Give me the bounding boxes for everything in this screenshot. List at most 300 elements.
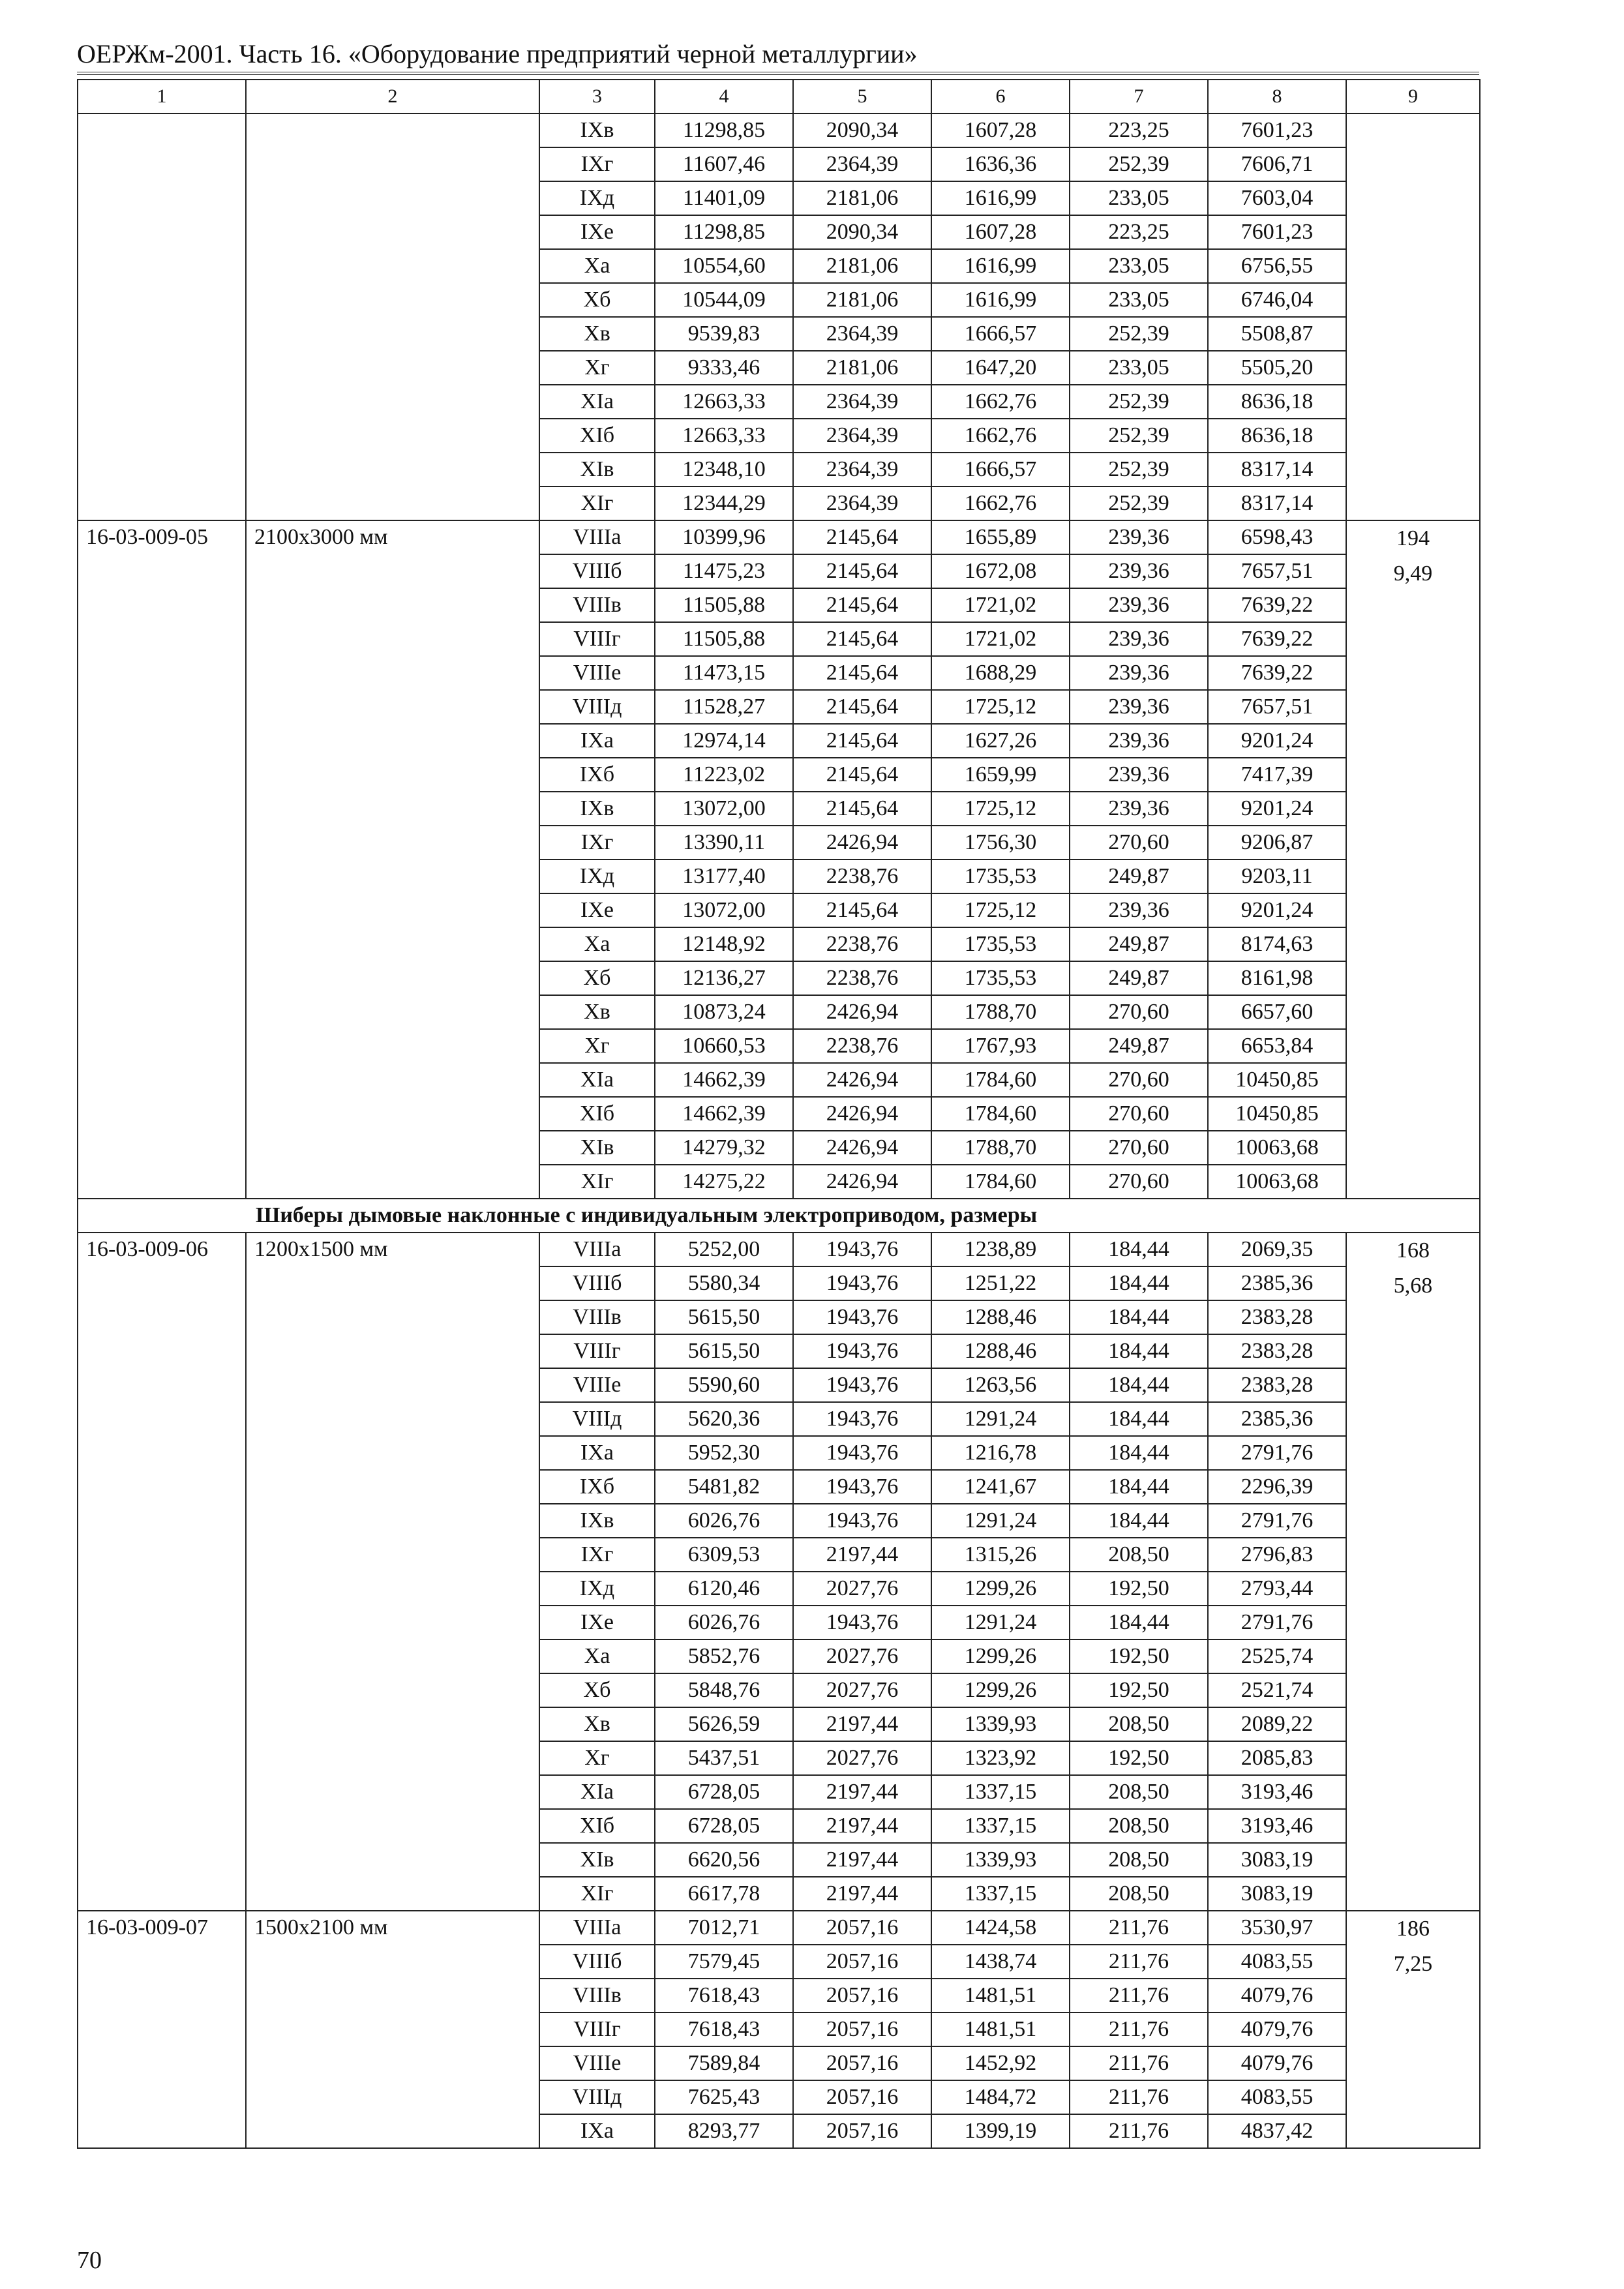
value-cell: 10450,85 <box>1208 1097 1346 1131</box>
region-cell: Xб <box>539 961 655 995</box>
value-cell: 252,39 <box>1070 317 1208 351</box>
value-cell: 7639,22 <box>1208 622 1346 656</box>
price-table <box>77 79 1481 2149</box>
value-cell: 2181,06 <box>793 351 931 385</box>
value-cell: 1337,15 <box>931 1877 1070 1911</box>
value-cell: 1666,57 <box>931 453 1070 486</box>
value-cell: 6309,53 <box>655 1538 793 1572</box>
region-cell: XIa <box>539 1063 655 1097</box>
value-cell: 13072,00 <box>655 893 793 927</box>
value-cell: 270,60 <box>1070 826 1208 860</box>
value-cell: 8161,98 <box>1208 961 1346 995</box>
region-cell: IXд <box>539 181 655 215</box>
region-cell: Xв <box>539 1707 655 1741</box>
value-cell: 2197,44 <box>793 1707 931 1741</box>
value-cell: 2521,74 <box>1208 1673 1346 1707</box>
value-cell: 1735,53 <box>931 927 1070 961</box>
column-header: 7 <box>1070 80 1208 113</box>
value-cell: 1616,99 <box>931 181 1070 215</box>
value-cell: 2296,39 <box>1208 1470 1346 1504</box>
region-cell: VIIIд <box>539 2080 655 2114</box>
value-cell: 14662,39 <box>655 1063 793 1097</box>
value-cell: 208,50 <box>1070 1877 1208 1911</box>
value-cell: 7639,22 <box>1208 656 1346 690</box>
value-cell: 208,50 <box>1070 1775 1208 1809</box>
value-cell: 6598,43 <box>1208 520 1346 554</box>
value-cell: 1438,74 <box>931 1945 1070 1979</box>
table-body <box>78 113 1480 2148</box>
table-row <box>78 1911 1480 1945</box>
value-cell: 2027,76 <box>793 1741 931 1775</box>
value-cell: 12344,29 <box>655 486 793 520</box>
value-cell: 12663,33 <box>655 419 793 453</box>
value-cell: 184,44 <box>1070 1504 1208 1538</box>
value-cell: 1481,51 <box>931 2012 1070 2046</box>
value-cell: 7606,71 <box>1208 147 1346 181</box>
value-cell: 6756,55 <box>1208 249 1346 283</box>
region-cell: VIIIг <box>539 2012 655 2046</box>
value-cell: 7639,22 <box>1208 588 1346 622</box>
value-cell: 1721,02 <box>931 588 1070 622</box>
region-cell: IXв <box>539 1504 655 1538</box>
mass-value: 7,25 <box>1393 1952 1433 1976</box>
value-cell: 4079,76 <box>1208 1979 1346 2012</box>
region-cell: XIa <box>539 385 655 419</box>
value-cell: 6728,05 <box>655 1775 793 1809</box>
region-cell: VIIIд <box>539 690 655 724</box>
value-cell: 9201,24 <box>1208 893 1346 927</box>
column-header: 9 <box>1346 80 1480 113</box>
item-code <box>78 113 246 520</box>
value-cell: 7657,51 <box>1208 554 1346 588</box>
region-cell: XIв <box>539 1843 655 1877</box>
value-cell: 1784,60 <box>931 1165 1070 1199</box>
value-cell: 2383,28 <box>1208 1334 1346 1368</box>
value-cell: 270,60 <box>1070 995 1208 1029</box>
value-cell: 2197,44 <box>793 1538 931 1572</box>
value-cell: 1788,70 <box>931 995 1070 1029</box>
region-cell: VIIIг <box>539 622 655 656</box>
region-cell: IXв <box>539 792 655 826</box>
value-cell: 12136,27 <box>655 961 793 995</box>
value-cell: 223,25 <box>1070 215 1208 249</box>
value-cell: 2791,76 <box>1208 1436 1346 1470</box>
item-code: 16-03-009-06 <box>78 1233 246 1911</box>
value-cell: 11298,85 <box>655 215 793 249</box>
value-cell: 1616,99 <box>931 283 1070 317</box>
value-cell: 5508,87 <box>1208 317 1346 351</box>
value-cell: 252,39 <box>1070 419 1208 453</box>
value-cell: 10660,53 <box>655 1029 793 1063</box>
region-cell: Xa <box>539 1639 655 1673</box>
value-cell: 2145,64 <box>793 588 931 622</box>
value-cell: 1238,89 <box>931 1233 1070 1266</box>
value-cell: 1688,29 <box>931 656 1070 690</box>
value-cell: 2364,39 <box>793 385 931 419</box>
value-cell: 192,50 <box>1070 1741 1208 1775</box>
value-cell: 13177,40 <box>655 860 793 893</box>
value-cell: 5590,60 <box>655 1368 793 1402</box>
value-cell: 9333,46 <box>655 351 793 385</box>
value-cell: 7625,43 <box>655 2080 793 2114</box>
value-cell: 2426,94 <box>793 995 931 1029</box>
column-header: 4 <box>655 80 793 113</box>
value-cell: 5852,76 <box>655 1639 793 1673</box>
value-cell: 7601,23 <box>1208 113 1346 147</box>
value-cell: 1784,60 <box>931 1097 1070 1131</box>
value-cell: 1339,93 <box>931 1707 1070 1741</box>
region-cell: VIIIб <box>539 554 655 588</box>
column-header: 5 <box>793 80 931 113</box>
mass-value: 5,68 <box>1393 1274 1433 1298</box>
value-cell: 2069,35 <box>1208 1233 1346 1266</box>
value-cell: 12348,10 <box>655 453 793 486</box>
value-cell: 1299,26 <box>931 1572 1070 1606</box>
value-cell: 249,87 <box>1070 961 1208 995</box>
value-cell: 7601,23 <box>1208 215 1346 249</box>
table-row <box>78 113 1480 147</box>
value-cell: 211,76 <box>1070 1979 1208 2012</box>
value-cell: 2426,94 <box>793 1063 931 1097</box>
value-cell: 208,50 <box>1070 1707 1208 1741</box>
value-cell: 2796,83 <box>1208 1538 1346 1572</box>
value-cell: 1291,24 <box>931 1606 1070 1639</box>
value-cell: 9203,11 <box>1208 860 1346 893</box>
value-cell: 1662,76 <box>931 385 1070 419</box>
value-cell: 184,44 <box>1070 1606 1208 1639</box>
region-cell: Xв <box>539 317 655 351</box>
value-cell: 10544,09 <box>655 283 793 317</box>
value-cell: 2145,64 <box>793 656 931 690</box>
mass-value: 186 <box>1396 1917 1430 1941</box>
value-cell: 6653,84 <box>1208 1029 1346 1063</box>
value-cell: 5620,36 <box>655 1402 793 1436</box>
value-cell: 2027,76 <box>793 1639 931 1673</box>
value-cell: 1399,19 <box>931 2114 1070 2148</box>
region-cell: Xa <box>539 249 655 283</box>
value-cell: 11505,88 <box>655 588 793 622</box>
value-cell: 13072,00 <box>655 792 793 826</box>
value-cell: 1484,72 <box>931 2080 1070 2114</box>
column-header: 1 <box>78 80 246 113</box>
value-cell: 2027,76 <box>793 1673 931 1707</box>
page-number: 70 <box>77 2247 102 2274</box>
value-cell: 223,25 <box>1070 113 1208 147</box>
mass-cell <box>1346 113 1480 520</box>
region-cell: XIв <box>539 453 655 486</box>
value-cell: 7618,43 <box>655 1979 793 2012</box>
value-cell: 6620,56 <box>655 1843 793 1877</box>
value-cell: 1616,99 <box>931 249 1070 283</box>
value-cell: 9206,87 <box>1208 826 1346 860</box>
value-cell: 2089,22 <box>1208 1707 1346 1741</box>
value-cell: 270,60 <box>1070 1063 1208 1097</box>
value-cell: 208,50 <box>1070 1538 1208 1572</box>
value-cell: 239,36 <box>1070 520 1208 554</box>
region-cell: VIIIе <box>539 1368 655 1402</box>
value-cell: 1735,53 <box>931 961 1070 995</box>
value-cell: 211,76 <box>1070 2080 1208 2114</box>
region-cell: IXб <box>539 758 655 792</box>
column-header: 2 <box>246 80 539 113</box>
region-cell: IXд <box>539 860 655 893</box>
value-cell: 1337,15 <box>931 1775 1070 1809</box>
value-cell: 2385,36 <box>1208 1402 1346 1436</box>
value-cell: 1662,76 <box>931 486 1070 520</box>
header-rule <box>77 72 1479 75</box>
value-cell: 11528,27 <box>655 690 793 724</box>
value-cell: 239,36 <box>1070 690 1208 724</box>
value-cell: 1299,26 <box>931 1639 1070 1673</box>
value-cell: 9201,24 <box>1208 792 1346 826</box>
value-cell: 1323,92 <box>931 1741 1070 1775</box>
item-size: 1200x1500 мм <box>246 1233 539 1911</box>
value-cell: 2181,06 <box>793 181 931 215</box>
value-cell: 211,76 <box>1070 2046 1208 2080</box>
section-row <box>78 1199 1480 1233</box>
value-cell: 2181,06 <box>793 249 931 283</box>
value-cell: 2090,34 <box>793 215 931 249</box>
value-cell: 6746,04 <box>1208 283 1346 317</box>
region-cell: XIб <box>539 1809 655 1843</box>
value-cell: 1659,99 <box>931 758 1070 792</box>
value-cell: 2364,39 <box>793 486 931 520</box>
value-cell: 2145,64 <box>793 520 931 554</box>
value-cell: 6026,76 <box>655 1504 793 1538</box>
value-cell: 1607,28 <box>931 215 1070 249</box>
value-cell: 5626,59 <box>655 1707 793 1741</box>
value-cell: 2238,76 <box>793 961 931 995</box>
value-cell: 1788,70 <box>931 1131 1070 1165</box>
value-cell: 2145,64 <box>793 792 931 826</box>
value-cell: 5252,00 <box>655 1233 793 1266</box>
region-cell: IXе <box>539 215 655 249</box>
value-cell: 239,36 <box>1070 893 1208 927</box>
region-cell: IXa <box>539 2114 655 2148</box>
value-cell: 7589,84 <box>655 2046 793 2080</box>
value-cell: 11505,88 <box>655 622 793 656</box>
region-cell: XIб <box>539 419 655 453</box>
value-cell: 211,76 <box>1070 2114 1208 2148</box>
value-cell: 239,36 <box>1070 554 1208 588</box>
value-cell: 1251,22 <box>931 1266 1070 1300</box>
value-cell: 2057,16 <box>793 2046 931 2080</box>
value-cell: 2057,16 <box>793 1945 931 1979</box>
region-cell: XIв <box>539 1131 655 1165</box>
value-cell: 8293,77 <box>655 2114 793 2148</box>
region-cell: Xв <box>539 995 655 1029</box>
column-number-row <box>78 80 1480 113</box>
value-cell: 2383,28 <box>1208 1368 1346 1402</box>
value-cell: 1767,93 <box>931 1029 1070 1063</box>
value-cell: 5437,51 <box>655 1741 793 1775</box>
value-cell: 7603,04 <box>1208 181 1346 215</box>
value-cell: 184,44 <box>1070 1470 1208 1504</box>
region-cell: VIIIб <box>539 1945 655 1979</box>
value-cell: 11473,15 <box>655 656 793 690</box>
value-cell: 2525,74 <box>1208 1639 1346 1673</box>
value-cell: 9201,24 <box>1208 724 1346 758</box>
value-cell: 249,87 <box>1070 1029 1208 1063</box>
item-size: 2100x3000 мм <box>246 520 539 1199</box>
value-cell: 1636,36 <box>931 147 1070 181</box>
value-cell: 2426,94 <box>793 1131 931 1165</box>
value-cell: 1943,76 <box>793 1266 931 1300</box>
value-cell: 211,76 <box>1070 1945 1208 1979</box>
value-cell: 1943,76 <box>793 1233 931 1266</box>
value-cell: 1756,30 <box>931 826 1070 860</box>
value-cell: 249,87 <box>1070 927 1208 961</box>
value-cell: 2145,64 <box>793 758 931 792</box>
value-cell: 233,05 <box>1070 351 1208 385</box>
value-cell: 233,05 <box>1070 283 1208 317</box>
value-cell: 208,50 <box>1070 1809 1208 1843</box>
value-cell: 2145,64 <box>793 893 931 927</box>
value-cell: 2197,44 <box>793 1775 931 1809</box>
value-cell: 211,76 <box>1070 1911 1208 1945</box>
value-cell: 4083,55 <box>1208 1945 1346 1979</box>
value-cell: 1288,46 <box>931 1334 1070 1368</box>
value-cell: 252,39 <box>1070 486 1208 520</box>
value-cell: 11607,46 <box>655 147 793 181</box>
value-cell: 2793,44 <box>1208 1572 1346 1606</box>
value-cell: 184,44 <box>1070 1368 1208 1402</box>
value-cell: 2197,44 <box>793 1877 931 1911</box>
region-cell: VIIIб <box>539 1266 655 1300</box>
value-cell: 1662,76 <box>931 419 1070 453</box>
value-cell: 184,44 <box>1070 1233 1208 1266</box>
value-cell: 184,44 <box>1070 1266 1208 1300</box>
value-cell: 2385,36 <box>1208 1266 1346 1300</box>
value-cell: 6617,78 <box>655 1877 793 1911</box>
value-cell: 5848,76 <box>655 1673 793 1707</box>
value-cell: 8636,18 <box>1208 419 1346 453</box>
value-cell: 2057,16 <box>793 2114 931 2148</box>
value-cell: 270,60 <box>1070 1131 1208 1165</box>
value-cell: 252,39 <box>1070 453 1208 486</box>
value-cell: 1666,57 <box>931 317 1070 351</box>
value-cell: 1943,76 <box>793 1436 931 1470</box>
value-cell: 2791,76 <box>1208 1606 1346 1639</box>
value-cell: 3530,97 <box>1208 1911 1346 1945</box>
region-cell: XIб <box>539 1097 655 1131</box>
value-cell: 184,44 <box>1070 1436 1208 1470</box>
value-cell: 2090,34 <box>793 113 931 147</box>
value-cell: 10063,68 <box>1208 1165 1346 1199</box>
value-cell: 252,39 <box>1070 147 1208 181</box>
value-cell: 4083,55 <box>1208 2080 1346 2114</box>
value-cell: 1647,20 <box>931 351 1070 385</box>
value-cell: 1337,15 <box>931 1809 1070 1843</box>
value-cell: 1299,26 <box>931 1673 1070 1707</box>
value-cell: 5615,50 <box>655 1300 793 1334</box>
region-cell: VIIIе <box>539 2046 655 2080</box>
table-row <box>78 1233 1480 1266</box>
value-cell: 2197,44 <box>793 1809 931 1843</box>
region-cell: IXе <box>539 893 655 927</box>
region-cell: Xг <box>539 1741 655 1775</box>
value-cell: 1607,28 <box>931 113 1070 147</box>
value-cell: 1725,12 <box>931 893 1070 927</box>
value-cell: 1315,26 <box>931 1538 1070 1572</box>
value-cell: 7657,51 <box>1208 690 1346 724</box>
value-cell: 1216,78 <box>931 1436 1070 1470</box>
value-cell: 5505,20 <box>1208 351 1346 385</box>
value-cell: 4079,76 <box>1208 2046 1346 2080</box>
value-cell: 14279,32 <box>655 1131 793 1165</box>
column-header: 3 <box>539 80 655 113</box>
value-cell: 192,50 <box>1070 1673 1208 1707</box>
value-cell: 270,60 <box>1070 1165 1208 1199</box>
value-cell: 5481,82 <box>655 1470 793 1504</box>
value-cell: 1943,76 <box>793 1504 931 1538</box>
value-cell: 2181,06 <box>793 283 931 317</box>
value-cell: 1725,12 <box>931 690 1070 724</box>
region-cell: XIг <box>539 1165 655 1199</box>
value-cell: 1339,93 <box>931 1843 1070 1877</box>
value-cell: 7618,43 <box>655 2012 793 2046</box>
value-cell: 252,39 <box>1070 385 1208 419</box>
value-cell: 6728,05 <box>655 1809 793 1843</box>
value-cell: 2364,39 <box>793 147 931 181</box>
value-cell: 8636,18 <box>1208 385 1346 419</box>
value-cell: 11475,23 <box>655 554 793 588</box>
region-cell: Xб <box>539 283 655 317</box>
value-cell: 270,60 <box>1070 1097 1208 1131</box>
value-cell: 1627,26 <box>931 724 1070 758</box>
value-cell: 12663,33 <box>655 385 793 419</box>
value-cell: 1943,76 <box>793 1402 931 1436</box>
value-cell: 10554,60 <box>655 249 793 283</box>
value-cell: 184,44 <box>1070 1402 1208 1436</box>
value-cell: 239,36 <box>1070 656 1208 690</box>
value-cell: 1481,51 <box>931 1979 1070 2012</box>
value-cell: 5952,30 <box>655 1436 793 1470</box>
value-cell: 2238,76 <box>793 1029 931 1063</box>
value-cell: 2197,44 <box>793 1843 931 1877</box>
value-cell: 14662,39 <box>655 1097 793 1131</box>
region-cell: VIIIa <box>539 1911 655 1945</box>
value-cell: 1735,53 <box>931 860 1070 893</box>
mass-value: 194 <box>1396 526 1430 550</box>
value-cell: 1241,67 <box>931 1470 1070 1504</box>
value-cell: 2791,76 <box>1208 1504 1346 1538</box>
value-cell: 233,05 <box>1070 181 1208 215</box>
region-cell: IXг <box>539 826 655 860</box>
value-cell: 5580,34 <box>655 1266 793 1300</box>
value-cell: 2085,83 <box>1208 1741 1346 1775</box>
mass-value: 168 <box>1396 1238 1430 1263</box>
item-code: 16-03-009-07 <box>78 1911 246 2148</box>
value-cell: 2426,94 <box>793 1165 931 1199</box>
value-cell: 3083,19 <box>1208 1843 1346 1877</box>
value-cell: 239,36 <box>1070 724 1208 758</box>
region-cell: VIIIд <box>539 1402 655 1436</box>
value-cell: 3083,19 <box>1208 1877 1346 1911</box>
region-cell: IXa <box>539 1436 655 1470</box>
value-cell: 1452,92 <box>931 2046 1070 2080</box>
item-size: 1500x2100 мм <box>246 1911 539 2148</box>
value-cell: 2364,39 <box>793 419 931 453</box>
value-cell: 5615,50 <box>655 1334 793 1368</box>
mass-cell <box>1346 1911 1480 2148</box>
value-cell: 1424,58 <box>931 1911 1070 1945</box>
value-cell: 192,50 <box>1070 1572 1208 1606</box>
value-cell: 184,44 <box>1070 1300 1208 1334</box>
value-cell: 1291,24 <box>931 1504 1070 1538</box>
value-cell: 14275,22 <box>655 1165 793 1199</box>
value-cell: 2145,64 <box>793 554 931 588</box>
